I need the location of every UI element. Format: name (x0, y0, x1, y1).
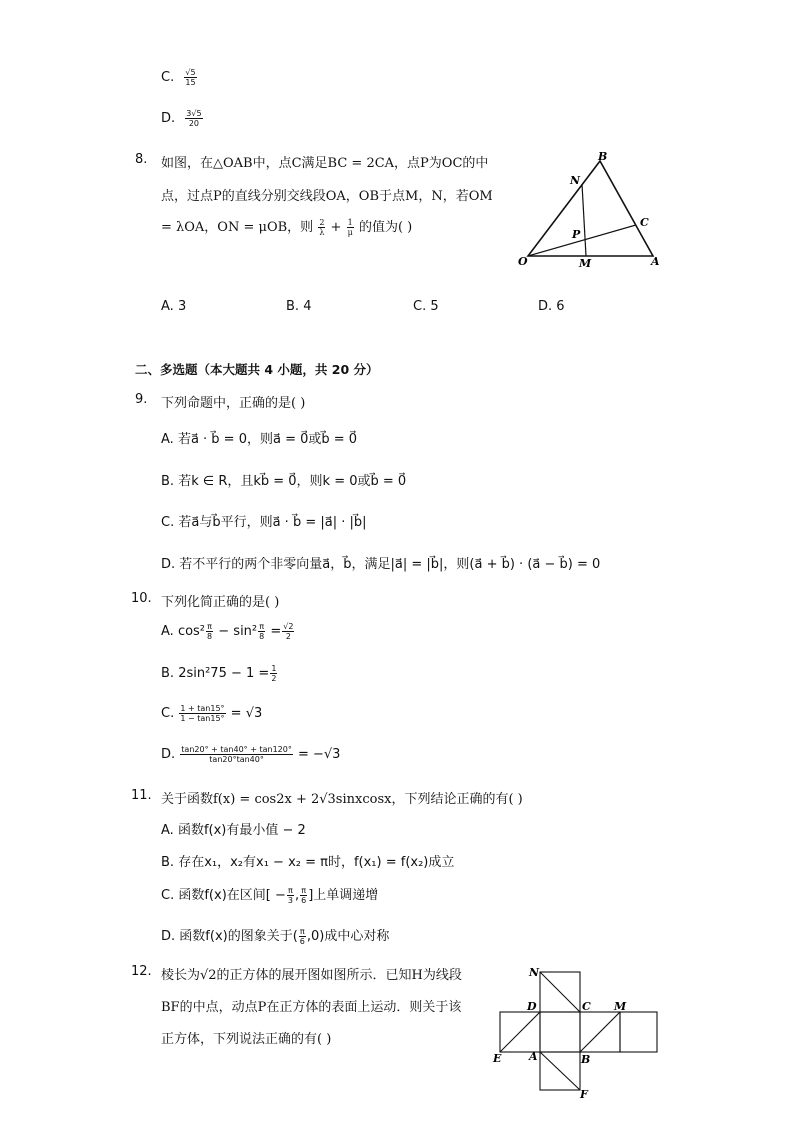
section-heading: 二、多选题（本大题共 4 小题，共 20 分） (135, 362, 379, 377)
q10-option-b: B. 2sin²75 − 1 = $\frac{1}{2}$ (161, 664, 277, 683)
label-P: P (572, 228, 581, 241)
q12-stem-line1: 棱长为√2的正方体的展开图如图所示．已知H为线段 (161, 968, 462, 983)
q10-option-d: D. $\frac{\tan 20^\circ + \tan 40^\circ + \tan 120^\circ}{\tan 20^\circ\tan 40^\circ}$ = −√3 (161, 745, 341, 764)
q10-option-c: C. $\frac{1 + \tan 15^\circ}{1 - \tan 15^\circ}$ = √3 (161, 704, 263, 723)
q8-stem-line3: = λOA，ON = μOB，则 $\frac{2}{\lambda}$ + $\frac{1}{\mu}$ 的值为( ) (161, 218, 413, 237)
q9-option-c: C. 若a⃗与b⃗平行，则a⃗ · b⃗ = |a⃗| · |b⃗| (161, 515, 367, 530)
q9-number: 9. (135, 392, 148, 407)
q11-stem: 关于函数f(x) = cos2x + 2√3sinxcosx，下列结论正确的有( ) (161, 792, 523, 807)
q12-stem-line2: BF的中点，动点P在正方体的表面上运动．则关于该 (161, 1000, 462, 1015)
q9-option-d: D. 若不平行的两个非零向量a⃗，b⃗，满足|a⃗| = |b⃗|，则(a⃗ + b⃗) · (a⃗ − b⃗) = 0 (161, 557, 601, 572)
q12-cube-net-figure (490, 962, 665, 1102)
q8-stem-line1: 如图，在△OAB中，点C满足BC = 2CA，点P为OC的中 (161, 156, 489, 171)
q12-number: 12. (131, 964, 152, 979)
q11-option-d: D. 函数f(x)的图象关于( $\frac{\pi}{6}$ ,0)成中心对称 (161, 927, 390, 946)
label-D: D (527, 1000, 537, 1013)
q9-option-a: A. 若a⃗ · b⃗ = 0，则a⃗ = 0⃗或b⃗ = 0⃗ (161, 432, 358, 447)
label-E: E (493, 1052, 502, 1065)
q8-option-a: A. 3 (161, 299, 187, 314)
q11-option-a: A. 函数f(x)有最小值 − 2 (161, 823, 306, 838)
q8-number: 8. (135, 152, 148, 167)
label-F: F (580, 1088, 588, 1101)
q9-stem: 下列命题中，正确的是( ) (161, 396, 306, 411)
label-C: C (582, 1000, 591, 1013)
label-M: M (614, 1000, 627, 1013)
q9-option-b: B. 若k ∈ R，且kb⃗ = 0⃗，则k = 0或b⃗ = 0⃗ (161, 474, 407, 489)
q8-option-b: B. 4 (286, 299, 312, 314)
label-N: N (529, 966, 540, 979)
label-B: B (581, 1053, 591, 1066)
label-C: C (640, 216, 649, 229)
q12-stem-line3: 正方体，下列说法正确的有( ) (161, 1032, 332, 1047)
q7-option-c-fraction: $\frac{√5}{15}$ (185, 68, 196, 87)
label-O: O (518, 255, 528, 268)
q11-option-b: B. 存在x₁，x₂有x₁ − x₂ = π时，f(x₁) = f(x₂)成立 (161, 855, 455, 870)
q10-stem: 下列化简正确的是( ) (161, 595, 280, 610)
q10-option-a: A. cos² $\frac{\pi}{8}$ − sin² $\frac{\pi}{8}$ = $\frac{√2}{2}$ (161, 622, 294, 641)
label-B: B (598, 150, 608, 163)
label-A: A (651, 255, 660, 268)
q8-stem-line2: 点，过点P的直线分别交线段OA，OB于点M，N，若OM (161, 189, 493, 204)
q7-option-c: C. $\frac{√5}{15}$ (161, 68, 196, 87)
q11-number: 11. (131, 788, 152, 803)
q8-triangle-figure (510, 148, 670, 273)
label-A: A (529, 1050, 538, 1063)
q7-option-d-fraction: $\frac{3√5}{20}$ (186, 109, 202, 128)
q8-option-d: D. 6 (538, 299, 565, 314)
label-N: N (570, 174, 581, 187)
q10-number: 10. (131, 591, 152, 606)
q7-option-d: D. $\frac{3√5}{20}$ (161, 109, 202, 128)
q11-option-c: C. 函数f(x)在区间[ − $\frac{\pi}{3}$ , $\frac{\pi}{6}$ ]上单调递增 (161, 886, 379, 905)
label-M: M (579, 257, 592, 270)
q8-option-c: C. 5 (413, 299, 439, 314)
